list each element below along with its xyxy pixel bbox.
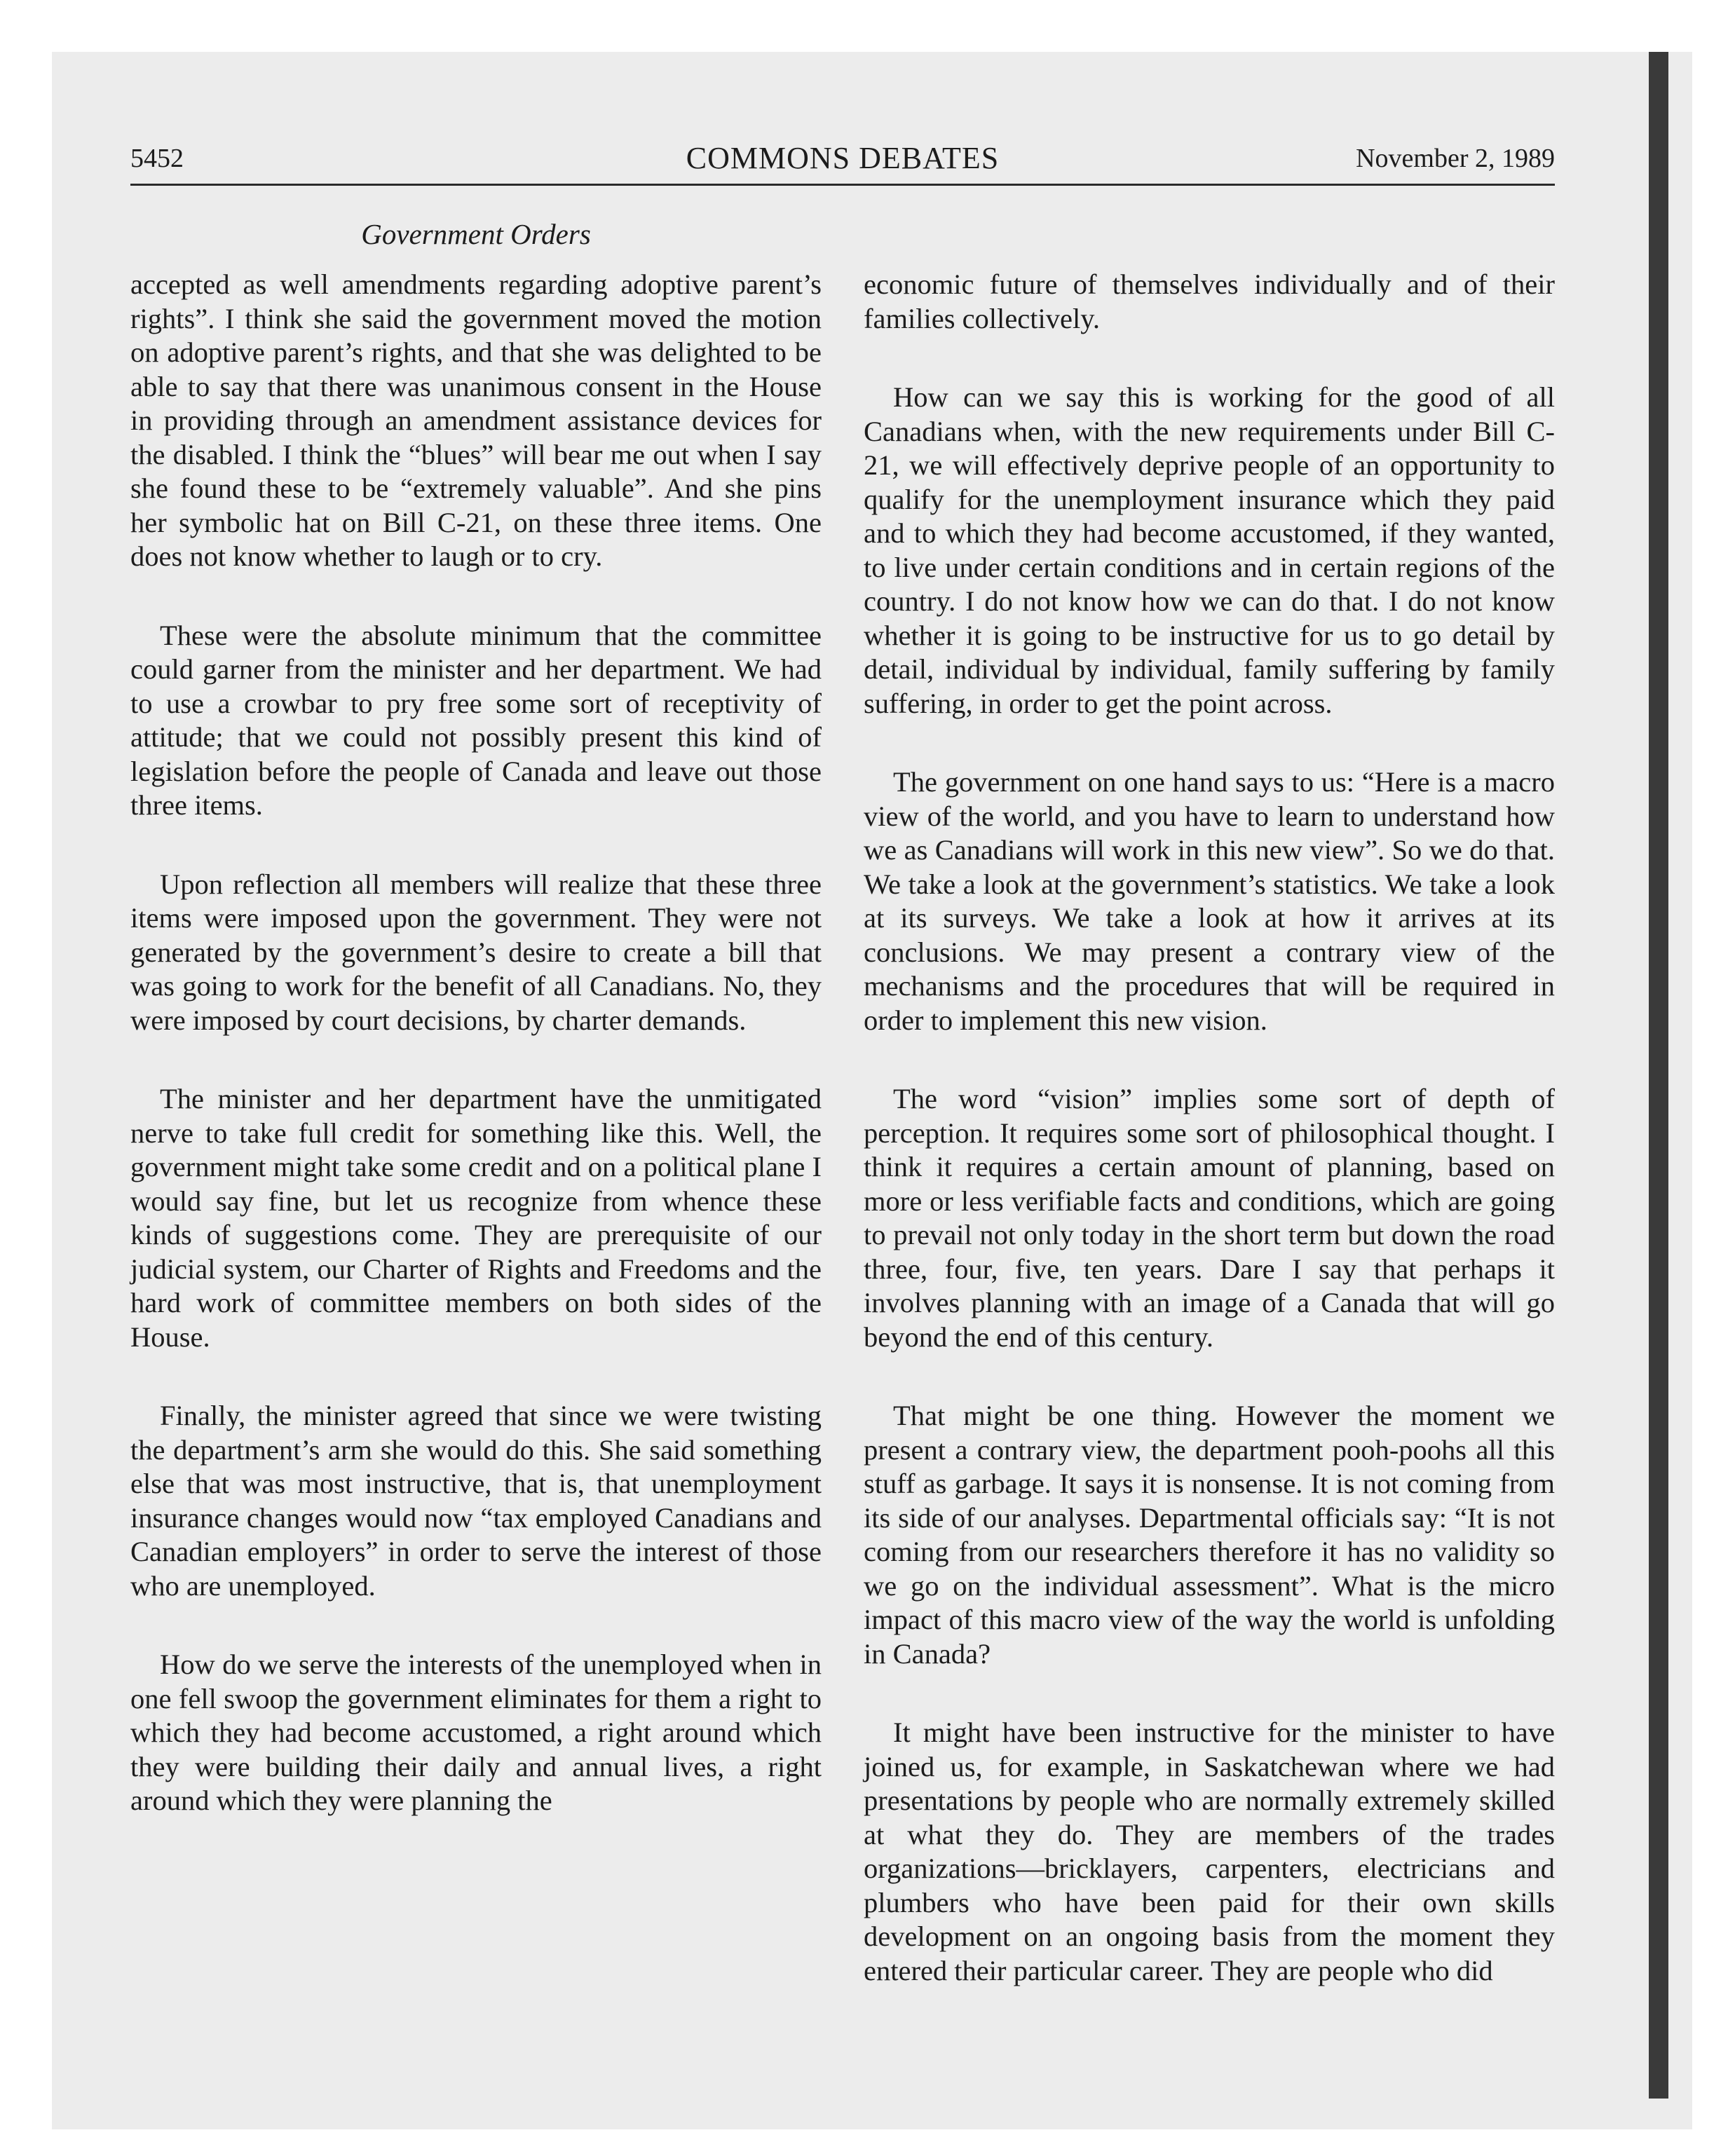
page-edge-shadow [1649, 52, 1668, 2099]
right-column [864, 268, 1555, 2033]
paragraph: The minister and her department have the unmitigated nerve to take full credit for something like this. Well, the government might take some credit and on a political plane I would say fine, but let us recognize from whence these kinds of suggestions come. They are prerequisite of our judicial system, our Charter of Rights and Freedoms and the hard work of committee members on both sides of the House. [130, 1083, 822, 1353]
publication-title: COMMONS DEBATES [686, 141, 1000, 175]
left-column [130, 268, 822, 1863]
paragraph: It might have been instructive for the minister to have joined us, for example, in Saskatchewan where we had presentations by people who are normally extremely skilled at what they do. They are members of the trades organizations—bricklayers, carpenters, electricians and plumbers who have been paid for their own skills development on an ongoing basis from the moment they entered their particular career. They are people who did [864, 1717, 1555, 1986]
paragraph: Finally, the minister agreed that since we were twisting the department’s arm she would do this. She said something else that was most instructive, that is, that unemployment insurance changes would now “tax employed Canadians and Canadian employers” in order to serve the interest of those who are unemployed. [130, 1400, 822, 1602]
header-rule [130, 184, 1555, 186]
publication-date: November 2, 1989 [1356, 144, 1555, 173]
paragraph: How do we serve the interests of the unemployed when in one fell swoop the government eliminates for them a right to which they had become accustomed, a right around which they were building their daily and annual lives, a right around which they were planning the [130, 1649, 822, 1816]
paragraph: accepted as well amendments regarding adoptive parent’s rights”. I think she said the government moved the motion on adoptive parent’s rights, and that she was delighted to be able to say that there was unanimous consent in the House in providing through an amendment assistance devices for the disabled. I think the “blues” will bear me out when I say she found these to be “extremely valuable”. And she pins her symbolic hat on Bill C-21, on these three items. One does not know whether to laugh or to cry. [130, 268, 822, 572]
paragraph: That might be one thing. However the moment we present a contrary view, the department pooh-poohs all this stuff as garbage. It says it is nonsense. It is not coming from its side of our analyses. Departmental officials say: “It is not coming from our researchers therefore it has no validity so we go on the individual assessment”. What is the micro impact of this macro view of the way the world is unfolding in Canada? [864, 1400, 1555, 1670]
paragraph: Upon reflection all members will realize that these three items were imposed upon the government. They were not generated by the government’s desire to create a bill that was going to work for the benefit of all Canadians. No, they were imposed by court decisions, by charter demands. [130, 868, 822, 1036]
section-title: Government Orders [361, 218, 591, 250]
paragraph: The word “vision” implies some sort of depth of perception. It requires some sort of philosophical thought. I think it requires a certain amount of planning, based on more or less verifiable facts and conditions, which are going to prevail not only today in the short term but down the road three, four, five, ten years. Dare I say that perhaps it involves planning with an image of a Canada that will go beyond the end of this century. [864, 1083, 1555, 1353]
paragraph: How can we say this is working for the good of all Canadians when, with the new requirements under Bill C-21, we will effectively deprive people of an opportunity to qualify for the unemployment insurance which they paid and to which they had become accustomed, if they wanted, to live under certain conditions and in certain regions of the country. I do not know how we can do that. I do not know whether it is going to be instructive for us to go detail by detail, individual by individual, family suffering by family suffering, in order to get the point across. [864, 381, 1555, 719]
paragraph: economic future of themselves individually and of their families collectively. [864, 268, 1555, 334]
running-header [130, 140, 1555, 182]
paragraph: The government on one hand says to us: “Here is a macro view of the world, and you have to learn to understand how we as Canadians will work in this new view”. So we do that. We take a look at the government’s statistics. We take a look at its surveys. We take a look at how it arrives at its conclusions. We may present a contrary view of the mechanisms and the procedures that will be required in order to implement this new vision. [864, 766, 1555, 1036]
page-number: 5452 [130, 144, 184, 173]
paragraph: These were the absolute minimum that the committee could garner from the minister and her department. We had to use a crowbar to pry free some sort of receptivity of attitude; that we could not possibly present this kind of legislation before the people of Canada and leave out those three items. [130, 619, 822, 821]
